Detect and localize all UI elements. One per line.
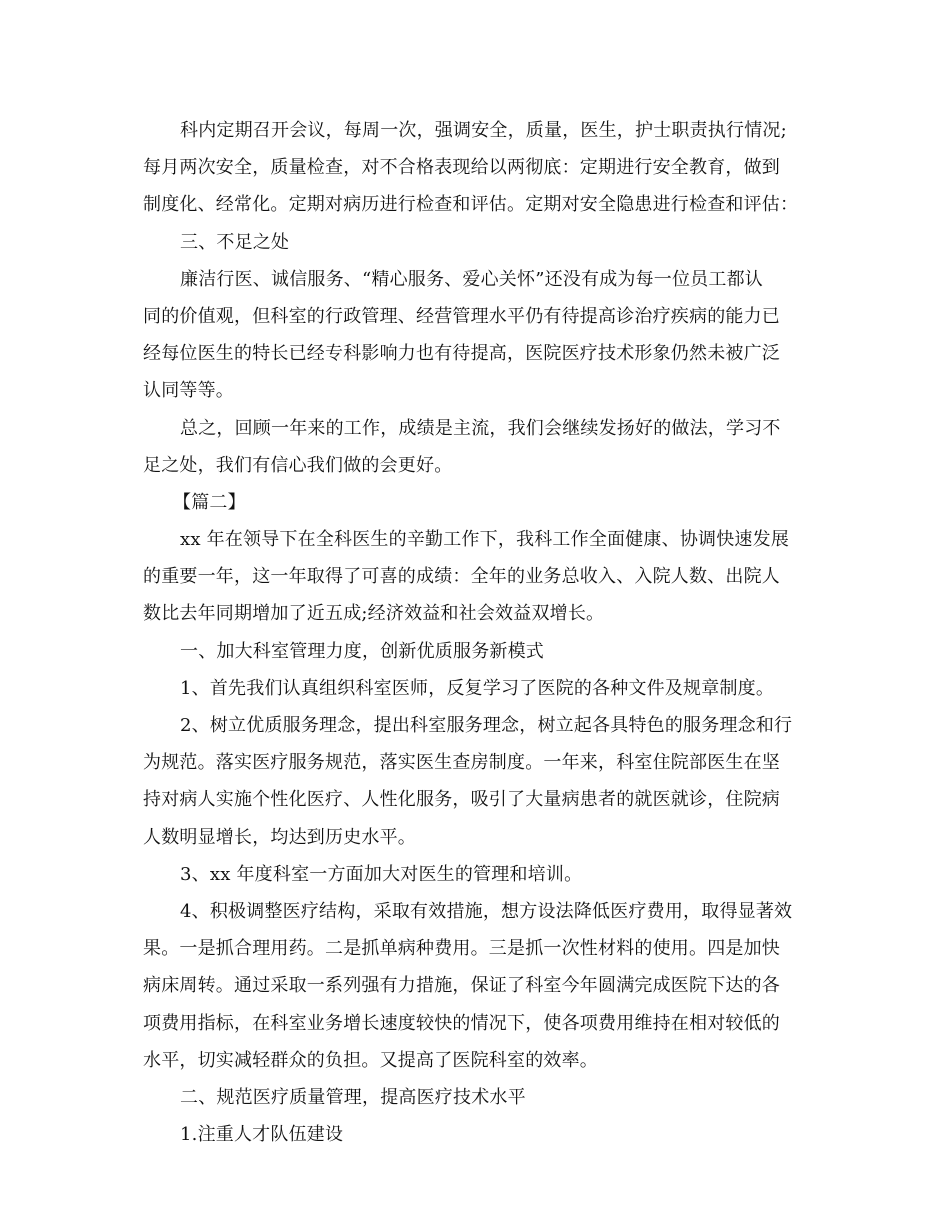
paragraph-line: xx 年在领导下在全科医生的辛勤工作下，我科工作全面健康、协调快速发展 [180,529,790,551]
paragraph-line: 持对病人实施个性化医疗、人性化服务，吸引了大量病患者的就医就诊，住院病 [143,789,780,811]
section-heading: 三、不足之处 [180,231,290,253]
section-heading: 二、规范医疗质量管理，提高医疗技术水平 [180,1086,526,1108]
paragraph-line: 病床周转。通过采取一系列强有力措施，保证了科室今年圆满完成医院下达的各 [143,975,780,997]
paragraph-line: 廉洁行医、诚信服务、“精心服务、爱心关怀”还没有成为每一位员工都认 [180,268,764,290]
list-item: 3、xx 年度科室一方面加大对医生的管理和培训。 [180,863,583,885]
paragraph-line: 认同等等。 [143,380,234,402]
section-heading: 一、加大科室管理力度，创新优质服务新模式 [180,640,544,662]
paragraph-line: 的重要一年，这一年取得了可喜的成绩：全年的业务总收入、入院人数、出院人 [143,566,780,588]
paragraph-line: 项费用指标，在科室业务增长速度较快的情况下，使各项费用维持在相对较低的 [143,1012,780,1034]
paragraph-line: 同的价值观，但科室的行政管理、经营管理水平仍有待提高诊治疗疾病的能力已 [143,305,780,327]
paragraph-line: 制度化、经常化。定期对病历进行检查和评估。定期对安全隐患进行检查和评估： [143,194,799,216]
paragraph-line: 果。一是抓合理用药。二是抓单病种费用。三是抓一次性材料的使用。四是加快 [143,938,780,960]
list-item: 1、首先我们认真组织科室医师，反复学习了医院的各种文件及规章制度。 [180,677,775,699]
paragraph-line: 为规范。落实医疗服务规范，落实医生查房制度。一年来，科室住院部医生在坚 [143,752,780,774]
paragraph-line: 总之，回顾一年来的工作，成绩是主流，我们会继续发扬好的做法，学习不 [180,417,781,439]
list-item: 4、积极调整医疗结构，采取有效措施，想方设法降低医疗费用，取得显著效 [180,900,793,922]
document-body [143,112,811,1153]
paragraph-line: 科内定期召开会议，每周一次，强调安全，质量，医生，护士职责执行情况; [180,120,787,141]
paragraph-line: 每月两次安全，质量检查，对不合格表现给以两彻底：定期进行安全教育，做到 [143,157,780,179]
list-item: 2、树立优质服务理念，提出科室服务理念，树立起各具特色的服务理念和行 [180,715,793,736]
paragraph-line: 足之处，我们有信心我们做的会更好。 [143,454,453,476]
paragraph-line: 水平，切实减轻群众的负担。又提高了医院科室的效率。 [143,1049,598,1071]
paragraph-line: 数比去年同期增加了近五成;经济效益和社会效益双增长。 [143,603,605,625]
chapter-heading: 【篇二】 [173,491,246,513]
paragraph-line: 人数明显增长，均达到历史水平。 [143,826,416,848]
paragraph-line: 经每位医生的特长已经专科影响力也有待提高，医院医疗技术形象仍然未被广泛 [143,343,780,365]
list-item: 1.注重人才队伍建设 [180,1124,344,1146]
